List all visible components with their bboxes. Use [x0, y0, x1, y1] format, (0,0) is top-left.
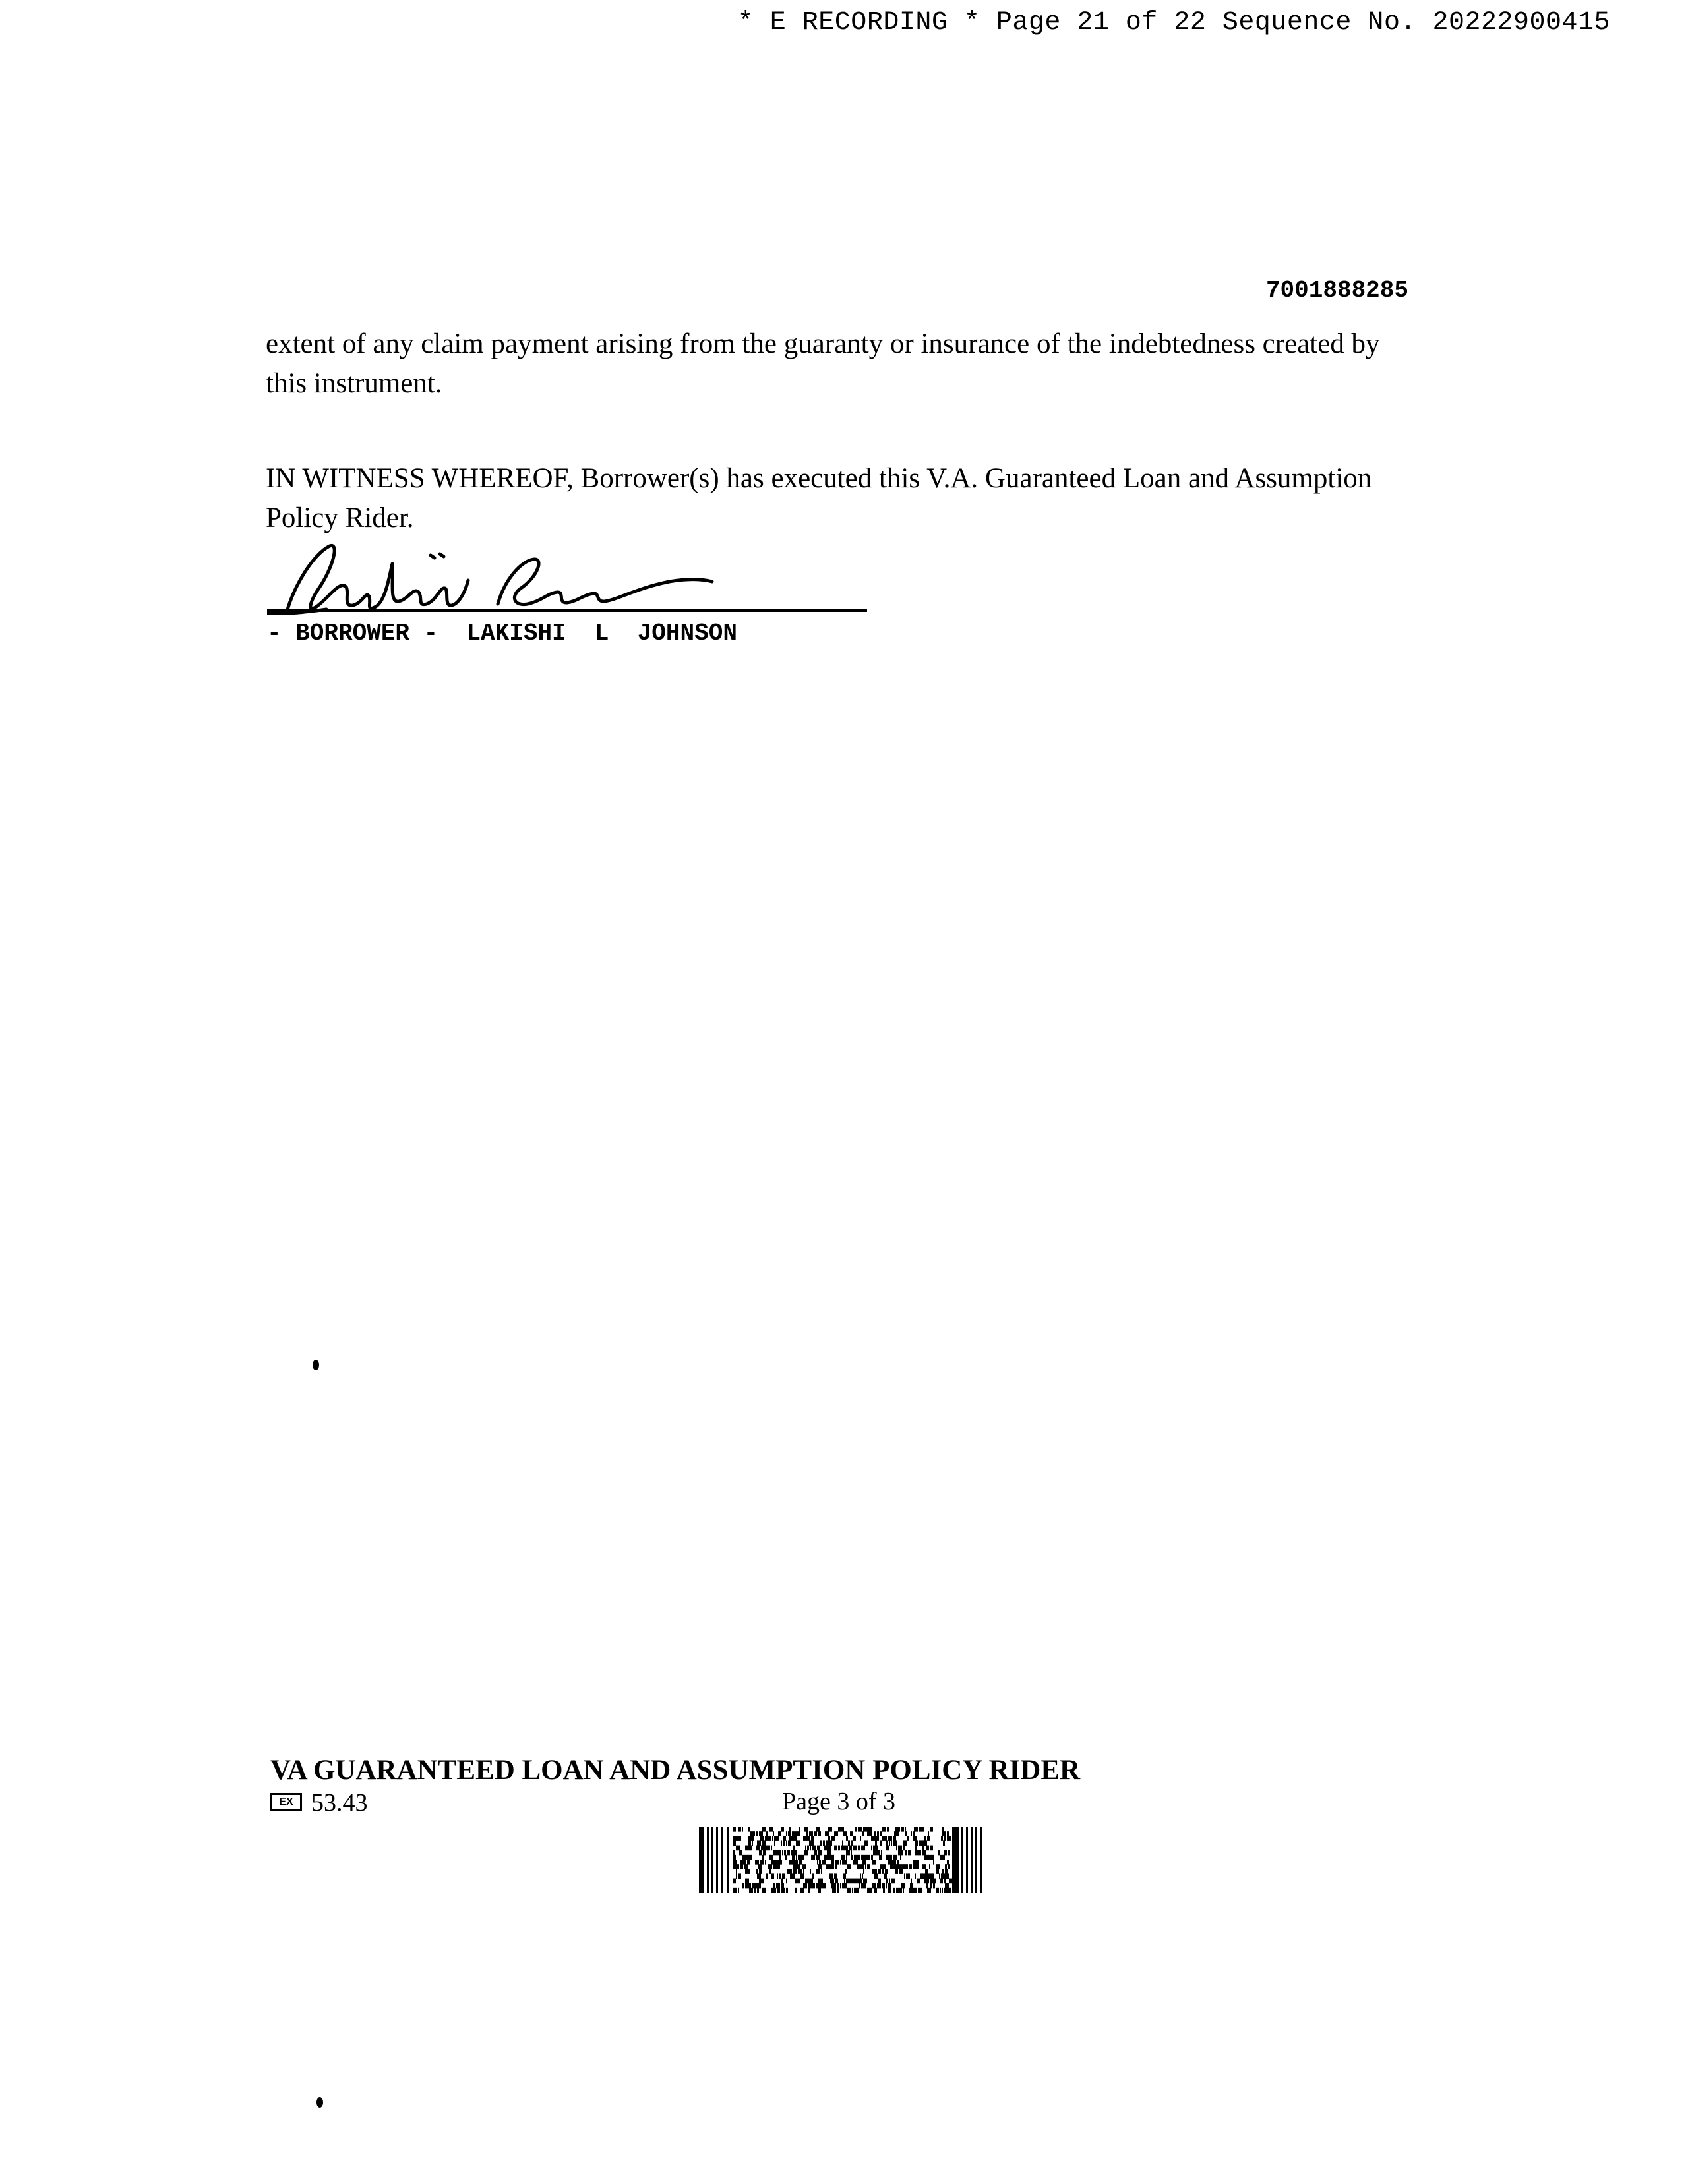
borrower-name-caption: - BORROWER - LAKISHI L JOHNSON	[267, 620, 737, 647]
scan-mark-dot	[313, 1360, 319, 1370]
body-paragraph-witness: IN WITNESS WHEREOF, Borrower(s) has executed this V.A. Guaranteed Loan and Assumption Policy Rider.	[266, 463, 1372, 533]
page-label: Page 3 of 3	[782, 1788, 896, 1815]
signature-line	[267, 609, 867, 612]
rider-title: VA GUARANTEED LOAN AND ASSUMPTION POLICY RIDER	[270, 1755, 1081, 1786]
borrower-signature	[267, 541, 729, 626]
recording-header: * E RECORDING * Page 21 of 22 Sequence No. 20222900415	[737, 8, 1610, 38]
loan-number: 7001888285	[1265, 277, 1408, 304]
pdf417-barcode-icon	[699, 1827, 984, 1893]
form-number-row	[270, 1788, 368, 1817]
form-logo-icon: EX	[270, 1793, 302, 1811]
form-number: 53.43	[311, 1789, 368, 1817]
scan-mark-dot	[316, 2097, 323, 2108]
body-paragraph-claim: extent of any claim payment arising from the guaranty or insurance of the indebtedness created by this instrument.	[266, 328, 1380, 399]
signature-block	[267, 541, 874, 659]
